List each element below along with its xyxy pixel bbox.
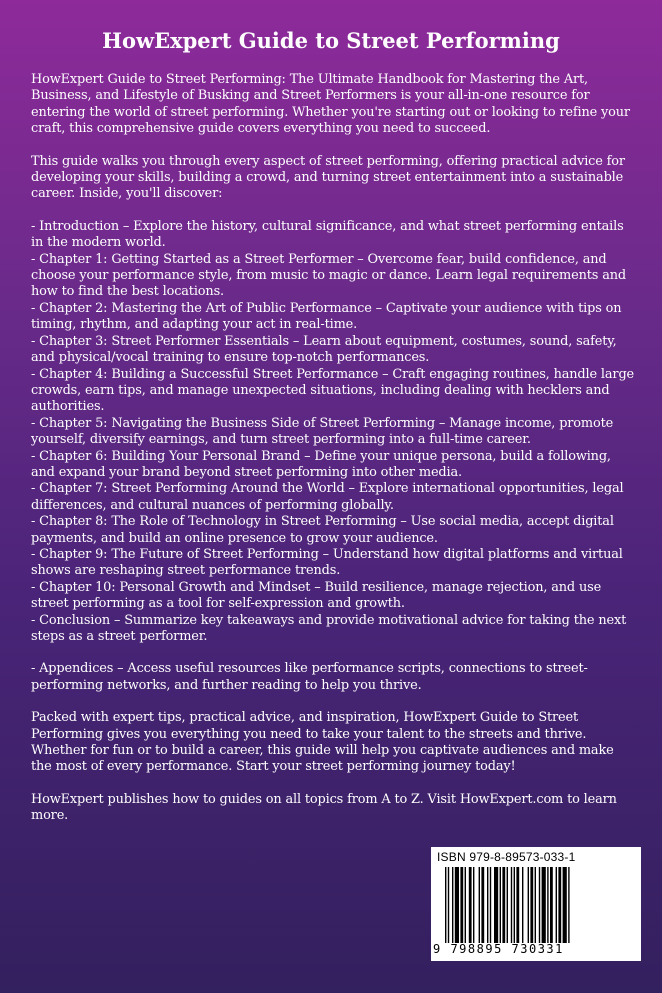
intro-paragraph-1: HowExpert Guide to Street Performing: The Ultimate Handbook for Mastering the Art, Business, and Lifestyle of Busking and Street Performers is your all-in-one resource for entering the world of street performing. Whether you're starting out or looking to refine your craft, this comprehensive guide covers everything you need to succeed. xyxy=(31,72,630,137)
book-title: HowExpert Guide to Street Performing xyxy=(102,28,560,53)
closing-paragraph: Packed with expert tips, practical advice, and inspiration, HowExpert Guide to Street Performing gives you everything you need to take your talent to the streets and thrive. Whether for fun or to build a career, this guide will help you captivate audiences and make the most of every performance. Start your street performing journey today! xyxy=(31,710,614,775)
barcode-bars xyxy=(445,867,627,943)
chapter-list xyxy=(31,219,637,646)
description-body xyxy=(31,72,637,841)
list-item-chapter-4: - Chapter 4: Building a Successful Street Performance – Craft engaging routines, handle large crowds, earn tips, and manage unexpected situations, including dealing with hecklers and authorities. xyxy=(31,366,635,415)
list-item-chapter-2: - Chapter 2: Mastering the Art of Public Performance – Captivate your audience with tips on timing, rhythm, and adapting your act in real-time. xyxy=(31,300,622,333)
isbn-label: ISBN 979-8-89573-033-1 xyxy=(437,850,576,864)
list-item-chapter-5: - Chapter 5: Navigating the Business Side of Street Performing – Manage income, promote yourself, diversify earnings, and turn street performing into a full-time career. xyxy=(31,415,614,448)
intro-paragraph-2: This guide walks you through every aspect of street performing, offering practical advice for developing your skills, building a crowd, and turning street entertainment into a sustainable career. Inside, you'll discover: xyxy=(31,153,625,202)
list-item-chapter-10: - Chapter 10: Personal Growth and Mindset – Build resilience, manage rejection, and use street performing as a tool for self-expression and growth. xyxy=(31,579,602,612)
list-item-chapter-9: - Chapter 9: The Future of Street Performing – Understand how digital platforms and virtual shows are reshaping street performance trends. xyxy=(31,546,623,579)
publisher-note: HowExpert publishes how to guides on all topics from A to Z. Visit HowExpert.com to learn more. xyxy=(31,791,617,824)
list-item-chapter-8: - Chapter 8: The Role of Technology in Street Performing – Use social media, accept digital payments, and build an online presence to grow your audience. xyxy=(31,514,614,546)
isbn-barcode xyxy=(431,847,641,961)
list-item-chapter-6: - Chapter 6: Building Your Personal Brand – Define your unique persona, build a following, and expand your brand beyond street performing into other media. xyxy=(31,448,611,480)
barcode-digits: 9 798895 730331 xyxy=(433,942,564,956)
list-item-introduction: - Introduction – Explore the history, cultural significance, and what street performing entails in the modern world. xyxy=(31,218,624,251)
list-item-chapter-1: - Chapter 1: Getting Started as a Street Performer – Overcome fear, build confidence, and choose your performance style, from music to magic or dance. Learn legal requirements and how to find the best locations. xyxy=(31,251,626,300)
list-item-conclusion: - Conclusion – Summarize key takeaways and provide motivational advice for taking the next steps as a street performer. xyxy=(31,612,627,644)
appendices-paragraph: - Appendices – Access useful resources like performance scripts, connections to street-performing networks, and further reading to help you thrive. xyxy=(31,661,588,693)
list-item-chapter-3: - Chapter 3: Street Performer Essentials – Learn about equipment, costumes, sound, safety, and physical/vocal training to ensure top-notch performances. xyxy=(31,333,617,366)
list-item-chapter-7: - Chapter 7: Street Performing Around the World – Explore international opportunities, legal differences, and cultural nuances of performing globally. xyxy=(31,481,624,513)
